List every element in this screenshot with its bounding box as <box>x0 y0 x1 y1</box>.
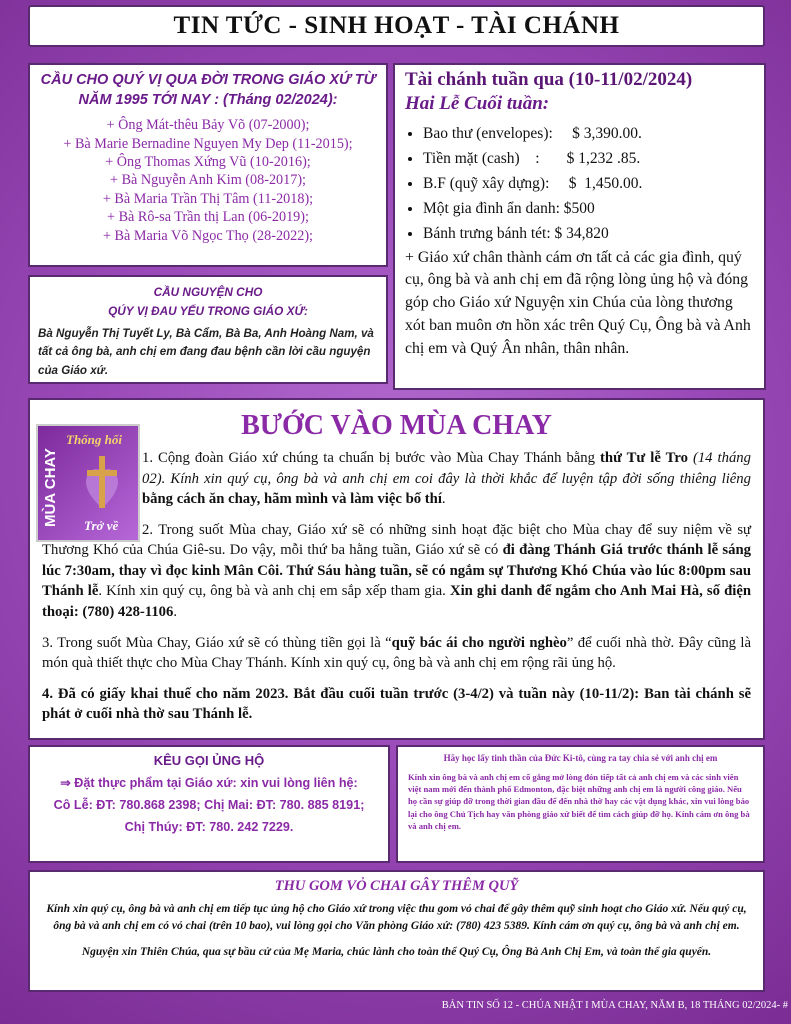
donate-title: KÊU GỌI ỦNG HỘ <box>153 753 265 768</box>
list-item: • Bao thư (envelopes): $ 3,390.00. <box>423 121 754 146</box>
bottles-title: THU GOM VỎ CHAI GÂY THÊM QUỸ <box>274 878 519 894</box>
memorial-box <box>28 63 388 267</box>
sick-text: Bà Nguyễn Thị Tuyết Ly, Bà Cẩm, Bà Ba, Anh Hoàng Nam, và tất cả ông bà, anh chị em đang đau bệnh cần lời cầu nguyện của Giáo xứ. <box>38 326 374 377</box>
newsletter-header <box>28 5 765 47</box>
lent-image-top: Thống hối <box>66 432 122 447</box>
bottles-blessing: Nguyện xin Thiên Chúa, qua sự bầu cử của Mẹ Maria, chúc lành cho toàn thể Quý Cụ, Ông Bà Anh Chị Em, và toàn thể gia quyến. <box>81 946 712 959</box>
students-box <box>396 745 765 863</box>
students-title: Hãy học lấy tinh thần của Đức Ki-tô, cùng ra tay chia sẻ với anh chị em <box>443 753 718 763</box>
lent-image <box>36 424 140 542</box>
text-bold: Xin ghi danh để ngắm cho Anh Mai Hà, số điện thoại: (780) 428-1106 <box>42 583 752 621</box>
list-item: • B.F (quỹ xây dựng): $ 1,450.00. <box>423 171 754 196</box>
students-text: Kính xin ông bà và anh chị em cố gắng mở lòng đón tiếp tất cả anh chị em và các sinh viên việt nam mới đến thành phố Edmonton, đặc biệt những anh chị em là người công giáo. Nếu họ cần sự giúp đỡ trong thời gian đầu để đến nhà thờ hay các vật dụng khác, xin vui lòng báo lại cho ông Chủ Tịch hay văn phòng giáo xứ biết để tìm cách giúp đỡ họ. Kính cám ơn ông bà và anh chị em. <box>408 772 750 831</box>
lent-item-2 <box>42 520 751 623</box>
finance-list <box>405 121 754 247</box>
lent-item-1 <box>142 448 751 510</box>
list-item: + Ông Mát-thêu Bảy Võ (07-2000); <box>106 117 310 134</box>
donate-box <box>28 745 390 863</box>
text-span: . <box>441 491 446 508</box>
text-span: 3. Trong suốt Mùa Chay, Giáo xứ sẽ có thùng tiền gọi là “ <box>42 634 392 651</box>
list-item: + Bà Rô-sa Trần thị Lan (06-2019); <box>107 209 309 226</box>
text-span: 2. Trong suốt Mùa chay, Giáo xứ sẽ có những sinh hoạt đặc biệt cho Mùa chay để suy niệm về sự Thương Khó của Chúa Giê-su. Do vậy, mỗi thứ ba hằng tuần, Giáo xứ sẽ có <box>42 521 751 559</box>
sick-title-2: QÚY VỊ ĐAU YẾU TRONG GIÁO XỨ: <box>108 303 308 318</box>
list-item: • Bánh trưng bánh tét: $ 34,820 <box>423 221 754 246</box>
memorial-list <box>38 116 378 245</box>
lent-item-3 <box>42 633 751 674</box>
finance-title: Tài chánh tuần qua (10-11/02/2024) <box>405 69 693 90</box>
text-span: ” để cuối nhà thờ. Đây cũng là món quà thiết thực cho Mùa Chay Thánh. Kính xin quý cụ, ông bà và anh chị em rộng rãi ủng hộ. <box>42 634 751 672</box>
list-item: • Tiền mặt (cash) : $ 1,232 .85. <box>423 146 754 171</box>
footer-text: BẢN TIN SỐ 12 - CHÚA NHẬT I MÙA CHAY, NĂM B, 18 THÁNG 02/2024- # <box>441 1000 788 1011</box>
list-item: • Một gia đình ẩn danh: $500 <box>423 196 754 221</box>
donate-line-2: Cô Lễ: ĐT: 780.868 2398; Chị Mai: ĐT: 780. 885 8191; <box>53 798 365 813</box>
text-span: . Kính xin quý cụ, ông bà và anh chị em sắp xếp tham gia. <box>98 583 450 600</box>
bottles-box <box>28 870 765 992</box>
text-bold: bằng cách ăn chay, hãm mình và làm việc bố thí <box>142 491 442 508</box>
finance-note: + Giáo xứ chân thành cám ơn tất cả các gia đình, quý cụ, ông bà và anh chị em đã rộng lòng ủng hộ và đóng góp cho Giáo xứ Nguyện xin Chúa của lòng thương xót ban muôn ơn hồn xác trên Quý Cụ, Ông bà và Anh chị em và Quý Ân nhân, thân nhân. <box>405 248 751 358</box>
lent-title: BƯỚC VÀO MÙA CHAY <box>241 410 552 441</box>
bottles-text: Kính xin quý cụ, ông bà và anh chị em tiếp tục ủng hộ cho Giáo xứ trong việc thu gom vỏ chai để gây thêm quỹ sinh hoạt cho Giáo xứ. Nếu quý cụ, ông bà và anh chị em có vỏ chai (trên 10 bao), vui lòng gọi cho Văn phòng Giáo xứ: (780) 423 5389. Kính cám ơn quý cụ, ông bà và anh chị em. <box>46 903 747 932</box>
list-item: + Bà Maria Trần Thị Tâm (11-2018); <box>102 190 314 207</box>
page-title: TIN TỨC - SINH HOẠT - TÀI CHÁNH <box>173 12 620 39</box>
sick-prayer-box <box>28 275 388 384</box>
list-item: + Bà Maria Võ Ngọc Thọ (28-2022); <box>102 227 313 244</box>
lent-image-bottom: Trở về <box>84 518 119 533</box>
list-item: + Ông Thomas Xứng Vũ (10-2016); <box>105 154 311 171</box>
text-span: (14 tháng 02). Kính xin quý cụ, ông bà và anh chị em coi đây là thời khắc để luyện tập đời sống thiêng liêng <box>142 450 751 487</box>
text-bold: quỹ bác ái cho người nghèo <box>391 634 567 651</box>
donate-line-3: Chị Thúy: ĐT: 780. 242 7229. <box>124 820 294 835</box>
text-bold: đi đàng Thánh Giá trước thánh lễ sáng lúc 7:30am, thay vì đọc kinh Mân Côi. Thứ Sáu hàng tuần, sẽ có ngắm sự Thương Khó Chúa vào lúc 8:00pm sau Thánh lễ <box>42 542 751 600</box>
text-span: . <box>173 604 178 621</box>
donate-line-1: ⇒ Đặt thực phẩm tại Giáo xứ: xin vui lòng liên hệ: <box>60 776 358 790</box>
list-item: + Bà Nguyễn Anh Kim (08-2017); <box>110 172 306 189</box>
cross-icon <box>82 454 122 512</box>
memorial-title: CẦU CHO QUÝ VỊ QUA ĐỜI TRONG GIÁO XỨ TỪ NĂM 1995 TỚI NAY : (Tháng 02/2024): <box>40 72 376 108</box>
lent-image-vertical: MÙA CHAY <box>42 448 59 528</box>
sick-title-1: CẦU NGUYỆN CHO <box>153 285 263 299</box>
lent-box <box>28 398 765 740</box>
finance-box <box>393 63 766 390</box>
list-item: + Bà Marie Bernadine Nguyen My Dep (11-2015); <box>63 135 353 152</box>
finance-subtitle: Hai Lễ Cuối tuần: <box>405 93 550 114</box>
text-span: 1. Cộng đoàn Giáo xứ chúng ta chuẩn bị bước vào Mùa Chay Thánh bằng <box>142 450 601 466</box>
text-bold: thứ Tư lễ Tro <box>600 450 688 466</box>
lent-item-4: 4. Đã có giấy khai thuế cho năm 2023. Bắt đầu cuối tuần trước (3-4/2) và tuần này (10-11/2): Ban tài chánh sẽ phát ở cuối nhà thờ sau Thánh lễ. <box>42 685 751 723</box>
